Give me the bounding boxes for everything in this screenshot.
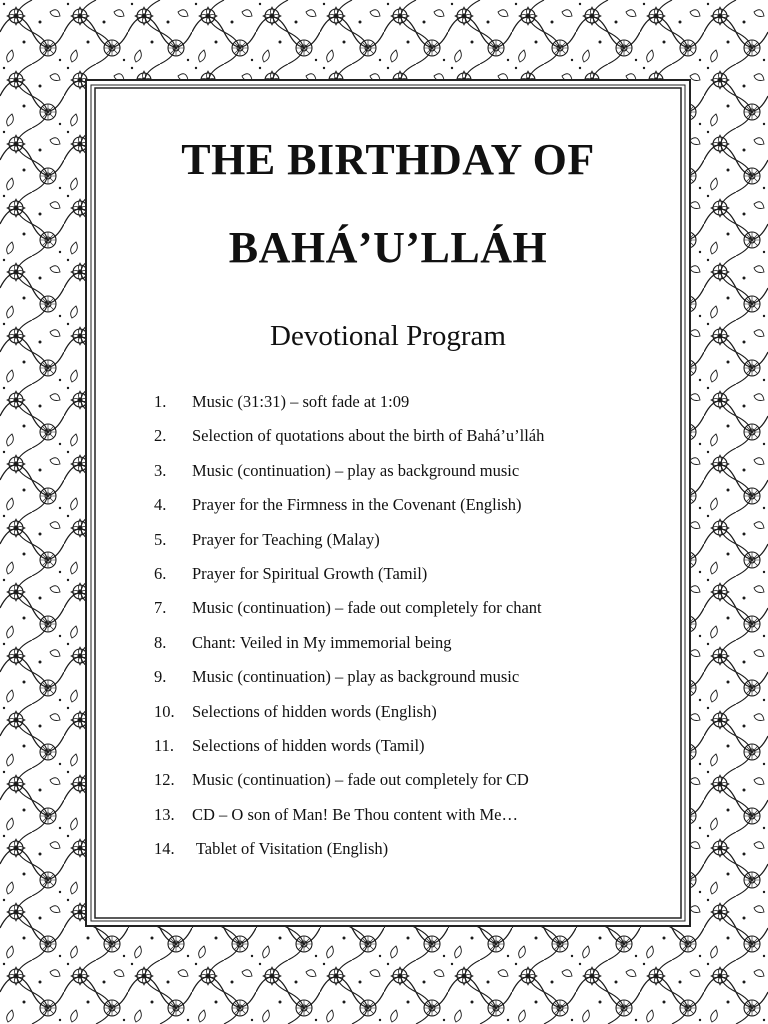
item-text: Selection of quotations about the birth of Bahá’u’lláh bbox=[192, 426, 545, 446]
program-item bbox=[154, 493, 664, 527]
item-number: 4. bbox=[154, 495, 167, 515]
program-item bbox=[154, 528, 664, 562]
item-text: Selections of hidden words (English) bbox=[192, 701, 437, 721]
program-list bbox=[154, 390, 664, 871]
program-item bbox=[154, 803, 664, 837]
program-item bbox=[154, 665, 664, 699]
item-text: Music (31:31) – soft fade at 1:09 bbox=[192, 392, 410, 411]
item-text: Selections of hidden words (Tamil) bbox=[192, 735, 425, 755]
program-item bbox=[154, 837, 664, 871]
program-item bbox=[154, 562, 664, 596]
item-number: 7. bbox=[154, 598, 167, 618]
item-number: 2. bbox=[154, 426, 167, 446]
item-number: 12. bbox=[154, 770, 175, 790]
program-item bbox=[154, 459, 664, 493]
item-text: Music (continuation) – play as background music bbox=[192, 667, 520, 687]
item-number: 5. bbox=[154, 529, 167, 549]
content-panel bbox=[98, 90, 678, 916]
item-text: Prayer for Teaching (Malay) bbox=[192, 529, 380, 549]
program-item bbox=[154, 390, 664, 424]
item-text: Music (continuation) – fade out completely for CD bbox=[192, 770, 529, 790]
item-number: 6. bbox=[154, 563, 167, 583]
page-title-line-1: THE BIRTHDAY OF bbox=[181, 135, 595, 184]
item-text: Tablet of Visitation (English) bbox=[192, 839, 389, 859]
item-number: 13. bbox=[154, 804, 175, 824]
item-number: 3. bbox=[154, 460, 167, 480]
item-number: 11. bbox=[154, 735, 175, 755]
item-text: Music (continuation) – play as background music bbox=[192, 460, 520, 480]
item-number: 1. bbox=[154, 392, 167, 411]
item-text: Prayer for Spiritual Growth (Tamil) bbox=[192, 563, 428, 583]
page-subtitle: Devotional Program bbox=[270, 320, 506, 352]
program-item bbox=[154, 424, 664, 458]
program-item bbox=[154, 768, 664, 802]
item-number: 9. bbox=[154, 667, 167, 687]
program-item bbox=[154, 734, 664, 768]
item-text: Chant: Veiled in My immemorial being bbox=[192, 632, 452, 652]
page-title-line-2: BAHÁ’U’LLÁH bbox=[228, 223, 548, 272]
program-item bbox=[154, 631, 664, 665]
item-text: Music (continuation) – fade out completely for chant bbox=[192, 598, 542, 618]
item-number: 8. bbox=[154, 632, 167, 652]
program-item bbox=[154, 596, 664, 630]
item-text: Prayer for the Firmness in the Covenant (English) bbox=[192, 495, 522, 515]
item-text: CD – O son of Man! Be Thou content with Me… bbox=[192, 804, 518, 824]
item-number: 14. bbox=[154, 839, 175, 859]
item-number: 10. bbox=[154, 701, 175, 721]
program-item bbox=[154, 700, 664, 734]
